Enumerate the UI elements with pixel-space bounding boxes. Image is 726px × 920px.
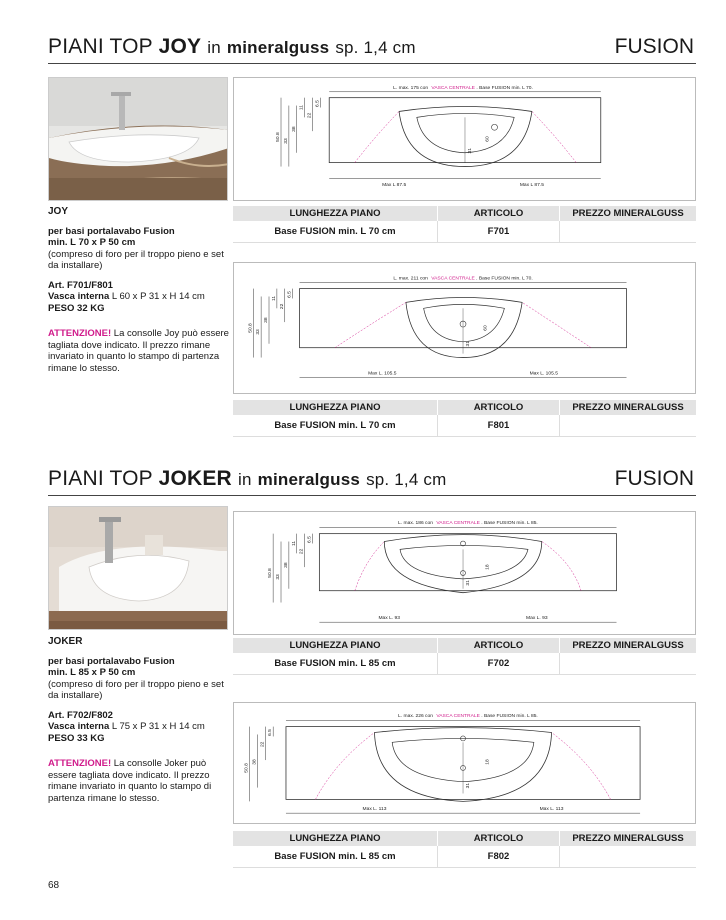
dim-508: 50.8: [276, 132, 282, 142]
cell-lunghezza: Base FUSION min. L 85 cm: [274, 851, 396, 862]
title-prefix: PIANI TOP: [48, 35, 153, 58]
title-in: in: [237, 470, 252, 489]
technical-drawing-f802: [233, 702, 696, 824]
dim-18: 18: [485, 564, 491, 570]
brand-label: FUSION: [614, 467, 694, 490]
svg-text:L. max. 175 con VASCA: [393, 85, 533, 91]
price-table-f701: [233, 206, 696, 243]
dim-top-pre: L. max. 211 con: [393, 276, 428, 282]
col-prezzo: PREZZO MINERALGUSS: [559, 638, 696, 653]
cell-prezzo: [559, 221, 696, 242]
title-thickness: sp. 1,4 cm: [366, 470, 447, 489]
svg-text:L. max. 226 con VASCA: [398, 713, 538, 719]
cell-lunghezza: Base FUSION min. L 85 cm: [274, 658, 396, 669]
product-description-joker: [48, 636, 230, 812]
dim-31: 31: [465, 341, 471, 347]
section-title: [48, 36, 696, 64]
desc-base-line: per basi portalavabo Fusion: [48, 225, 175, 237]
desc-name: JOY: [48, 206, 69, 217]
dim-max-left: Max L. 105.5: [368, 371, 397, 377]
desc-warn-label: ATTENZIONE!: [48, 328, 112, 339]
dim-top-post: . Base FUSION min. L 70.: [476, 276, 533, 282]
desc-peso: PESO 32 KG: [48, 302, 105, 314]
dim-31: 31: [465, 782, 471, 789]
technical-drawing-f702: [233, 511, 696, 635]
table-header: [233, 638, 696, 653]
table-header: [233, 206, 696, 221]
col-prezzo: PREZZO MINERALGUSS: [559, 831, 696, 846]
dim-508: 50.8: [244, 763, 250, 773]
page-number: 68: [48, 880, 60, 891]
dim-max-right: Max L. 105.5: [529, 371, 558, 377]
col-articolo: ARTICOLO: [437, 206, 559, 221]
cell-lunghezza: Base FUSION min. L 70 cm: [274, 420, 396, 431]
desc-peso: PESO 33 KG: [48, 732, 105, 744]
dim-top-post: . Base FUSION min. L 70.: [476, 85, 533, 91]
dim-33: 33: [276, 574, 282, 580]
cell-articolo: F801: [437, 415, 559, 436]
dim-508: 50.8: [248, 323, 254, 333]
desc-art: Art. F702/F802: [48, 709, 113, 721]
dim-max-left: Max L. 113: [362, 807, 387, 813]
dim-top-pink: VASCA CENTRALE: [431, 276, 475, 282]
desc-min-line: min. L 70 x P 50 cm: [48, 237, 136, 248]
product-photo-joy: [48, 77, 228, 201]
dim-11: 11: [299, 104, 305, 111]
dim-38: 38: [291, 126, 297, 132]
title-text: [48, 467, 446, 491]
cell-articolo: F702: [437, 653, 559, 674]
dim-65: 6.5: [287, 291, 293, 298]
svg-text:L. max. 211 con VASCA: [393, 276, 532, 282]
cell-prezzo: [559, 415, 696, 436]
dim-22: 22: [307, 112, 313, 119]
dim-65: 6.5: [315, 100, 321, 107]
dim-22: 22: [279, 303, 285, 310]
dim-18: 18: [485, 759, 491, 765]
cell-prezzo: [559, 653, 696, 674]
table-row: [233, 221, 696, 243]
title-material: mineralguss: [257, 470, 361, 489]
dim-top-pre: L. max. 175 con: [393, 85, 429, 91]
dim-top-pre: L. max. 186 con: [398, 520, 433, 526]
dim-65: 6.5: [268, 729, 274, 736]
technical-drawing-f801: [233, 262, 696, 394]
dim-31: 31: [465, 580, 471, 586]
dim-60: 60: [483, 325, 489, 331]
technical-drawing-f701: [233, 77, 696, 201]
desc-vasca-label: Vasca interna: [48, 721, 110, 732]
table-row: [233, 653, 696, 675]
dim-508: 50.8: [268, 568, 274, 578]
dim-max-left: Max L 87.5: [382, 183, 407, 189]
dim-max-left: Max L. 93: [378, 616, 401, 622]
dim-top-pink: VASCA CENTRALE: [436, 713, 480, 719]
cell-articolo: F701: [437, 221, 559, 242]
title-in: in: [207, 38, 221, 57]
desc-vasca-label: Vasca interna: [48, 291, 110, 302]
col-articolo: ARTICOLO: [437, 638, 559, 653]
price-table-f802: [233, 831, 696, 868]
desc-vasca-value: L 60 x P 31 x H 14 cm: [111, 291, 205, 302]
col-articolo: ARTICOLO: [437, 400, 559, 415]
col-lunghezza: LUNGHEZZA PIANO: [289, 208, 381, 219]
table-header: [233, 400, 696, 415]
col-lunghezza: LUNGHEZZA PIANO: [289, 833, 381, 844]
table-header: [233, 831, 696, 846]
dim-22: 22: [260, 741, 266, 748]
title-prefix: PIANI TOP: [48, 467, 153, 490]
dim-22: 22: [299, 548, 305, 555]
dim-65: 6.5: [307, 536, 313, 543]
section-title: [48, 468, 696, 496]
table-row: [233, 415, 696, 437]
desc-warn-text: La consolle Joker può essere tagliata dove indicato. Il prezzo rimane invariato in quanto lo stampo di partenza rimane lo stesso.: [48, 758, 212, 804]
desc-vasca-value: L 75 x P 31 x H 14 cm: [111, 721, 205, 732]
desc-warn-label: ATTENZIONE!: [48, 758, 112, 769]
dim-33: 33: [256, 329, 262, 335]
dim-max-right: Max L 87.5: [519, 183, 544, 189]
dim-top-post: . Base FUSION min. L 85.: [481, 713, 538, 719]
desc-note: (compreso di foro per il troppo pieno e set da installare): [48, 678, 224, 701]
col-prezzo: PREZZO MINERALGUSS: [559, 400, 696, 415]
col-articolo: ARTICOLO: [437, 831, 559, 846]
dim-11: 11: [291, 540, 297, 547]
desc-art: Art. F701/F801: [48, 279, 113, 291]
dim-31: 31: [467, 148, 473, 154]
dim-60: 60: [485, 136, 491, 142]
col-lunghezza: LUNGHEZZA PIANO: [289, 640, 381, 651]
cell-lunghezza: Base FUSION min. L 70 cm: [274, 226, 396, 237]
desc-name: JOKER: [48, 636, 83, 647]
title-thickness: sp. 1,4 cm: [335, 38, 416, 57]
title-model: JOKER: [158, 467, 232, 490]
desc-min-line: min. L 85 x P 50 cm: [48, 667, 136, 678]
product-photo-joker: [48, 506, 228, 630]
price-table-f801: [233, 400, 696, 437]
brand-label: FUSION: [614, 35, 694, 58]
price-table-f702: [233, 638, 696, 675]
dim-38: 38: [264, 317, 270, 323]
dim-top-pink: VASCA CENTRALE: [431, 85, 475, 91]
col-prezzo: PREZZO MINERALGUSS: [559, 206, 696, 221]
desc-note: (compreso di foro per il troppo pieno e set da installare): [48, 248, 224, 271]
title-text: [48, 35, 416, 59]
table-row: [233, 846, 696, 868]
svg-text:L. max. 186 con VASCA: [398, 520, 538, 526]
title-material: mineralguss: [226, 38, 330, 57]
dim-max-right: Max L. 113: [539, 807, 564, 813]
dim-33: 33: [283, 138, 289, 144]
dim-11: 11: [271, 295, 277, 302]
desc-base-line: per basi portalavabo Fusion: [48, 655, 175, 667]
dim-top-pink: VASCA CENTRALE: [436, 520, 480, 526]
product-description-joy: [48, 206, 230, 382]
dim-top-post: . Base FUSION min. L 85.: [481, 520, 538, 526]
title-model: JOY: [158, 35, 202, 58]
dim-top-pre: L. max. 226 con: [398, 713, 433, 719]
col-lunghezza: LUNGHEZZA PIANO: [289, 402, 381, 413]
dim-38: 38: [252, 759, 258, 765]
desc-warn-text: La consolle Joy può essere tagliata dove indicato. Il prezzo rimane invariato in quanto lo stampo di partenza rimane lo stesso.: [48, 328, 229, 374]
cell-articolo: F802: [437, 846, 559, 867]
cell-prezzo: [559, 846, 696, 867]
dim-38: 38: [283, 562, 289, 568]
dim-max-right: Max L. 93: [526, 616, 548, 622]
